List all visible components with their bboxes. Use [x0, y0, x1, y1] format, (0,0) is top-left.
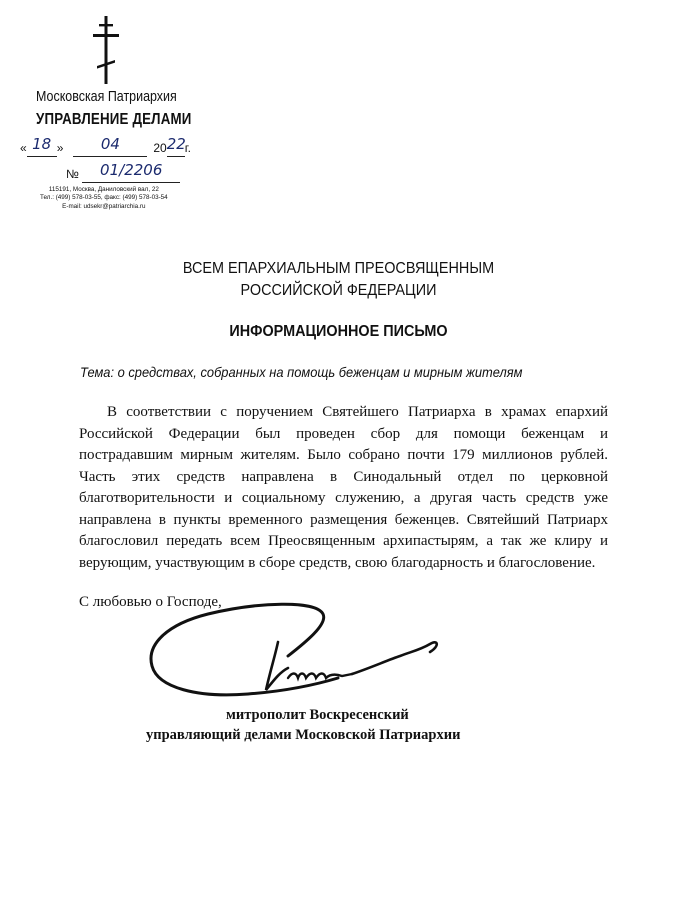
number-value: 01/2206 [100, 161, 163, 179]
document-title: ИНФОРМАЦИОННОЕ ПИСЬМО [229, 323, 448, 340]
date-year-prefix: 20 [153, 141, 167, 155]
letter-number [66, 161, 180, 183]
letter-date [20, 135, 191, 157]
email-line: E-mail: udsekr@patriarchia.ru [62, 202, 146, 210]
number-label: № [66, 167, 79, 181]
date-day [27, 135, 57, 157]
handwritten-signature [138, 594, 478, 714]
number-field [82, 161, 180, 183]
date-day-value: 18 [32, 135, 52, 153]
date-month [73, 135, 147, 157]
letter-subject: Тема: о средствах, собранных на помощь беженцам и мирным жителям [80, 364, 523, 380]
org-name: Московская Патриархия [36, 89, 177, 105]
addressee-line-1: ВСЕМ ЕПАРХИАЛЬНЫМ ПРЕОСВЯЩЕННЫМ [182, 260, 495, 277]
date-year-suffix-value: 22 [166, 135, 186, 153]
org-department: УПРАВЛЕНИЕ ДЕЛАМИ [36, 111, 192, 128]
orthodox-cross-icon [86, 16, 126, 84]
date-close-quote: » [56, 141, 64, 155]
closing-phrase: С любовью о Господе, [79, 594, 222, 610]
date-year-unit: г. [184, 141, 191, 155]
org-address [40, 186, 168, 211]
phone-line: Тел.: (499) 578-03-55, факс: (499) 578-03-54 [40, 194, 168, 202]
signer-position: управляющий делами Московской Патриархии [146, 727, 461, 743]
letter-body: В соответствии с поручением Святейшего Патриарха в храмах епархий Российской Федерации был проведен сбор для помощи беженцам и пострадавшим мирным жителям. Было собрано почти 179 миллионов рублей. Часть этих средств направлена в Синодальный отдел по церковной благотворительности и социальному служению, а другая часть средств уже направлена в пункты временного размещения беженцев. Святейший Патриарх благословил передать всем Преосвященным архипастырям, а так же клиру и верующим, участвующим в сборе средств, свою благодарность и благословение. [79, 404, 608, 571]
addressee-line-2: РОССИЙСКОЙ ФЕДЕРАЦИИ [240, 282, 437, 299]
date-month-value: 04 [100, 135, 120, 153]
date-year-suffix [166, 135, 186, 157]
date-open-quote: « [20, 141, 27, 155]
address-line: 115191, Москва, Даниловский вал, 22 [48, 186, 159, 193]
addressee [24, 258, 654, 302]
signer-title: митрополит Воскресенский [226, 707, 409, 723]
